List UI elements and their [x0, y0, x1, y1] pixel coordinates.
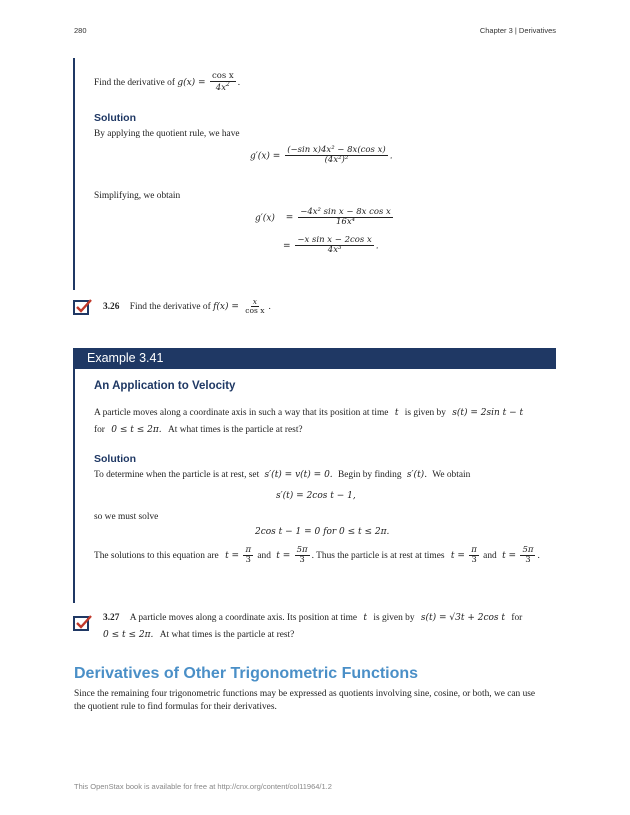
example-label: Example 3.41 [87, 351, 164, 365]
section-body: Since the remaining four trigonometric functions may be expressed as quotients involving sine, cosine, or both, we can use the quotient rule to find formulas for their derivatives. [74, 689, 536, 712]
derivative-equation: s′(t) = 2cos t − 1, [276, 491, 356, 501]
example-side-bar-2 [73, 369, 75, 603]
problem-line-2: for 0 ≤ t ≤ 2π. At what times is the particle at rest? [94, 425, 303, 435]
solution-line-1: To determine when the particle is at rest, set s′(t) = v(t) = 0. Begin by finding s′(t). We obtain [94, 470, 471, 480]
checkpoint-3-27-line1: 3.27 A particle moves along a coordinate axis. Its position at time t is given by s(t) = √3t + 2cos t for [103, 613, 523, 623]
footer-text: This OpenStax book is available for free at http://cnx.org/content/col11964/1.2 [74, 782, 332, 791]
checkpoint-icon-2 [73, 614, 93, 632]
simplify-text: Simplifying, we obtain [94, 191, 181, 201]
solution-heading: Solution [94, 112, 136, 124]
problem-line-1: A particle moves along a coordinate axis in such a way that its position at time t is given by s(t) = 2sin t − t [94, 408, 524, 418]
quotient-rule-equation: g′(x) = $\frac{\text{(−sin x)4x² − 8x(cos x)}}{\text{(4x²)²}}$ . [250, 145, 393, 166]
section-title: Derivatives of Other Trigonometric Functions [74, 665, 419, 682]
page-number: 280 [74, 26, 87, 35]
checkpoint-3-27-line2: 0 ≤ t ≤ 2π. At what times is the particle at rest? [103, 630, 295, 640]
simplified-equation-line2: = $\frac{\text{−x sin x − 2cos x}}{\text{4x³}}$ . [283, 235, 379, 256]
so-we-must-solve: so we must solve [94, 512, 159, 522]
solutions-line: The solutions to this equation are t = $\frac{\pi}{3}$ and t = $\frac{5\pi}{3}$ . Thus the particle is at rest at times t = $\frac{\pi}{3}$ and t = $\frac{5\pi}{3}$ . [94, 545, 540, 566]
solve-equation: 2cos t − 1 = 0 for 0 ≤ t ≤ 2π. [255, 527, 390, 537]
example-title: An Application to Velocity [94, 380, 236, 392]
example-solution-heading: Solution [94, 453, 136, 465]
prev-example-prompt: Find the derivative of g(x) = $\frac{\text{cos x}}{4x^2}$ . [94, 71, 241, 94]
solution-intro: By applying the quotient rule, we have [94, 129, 240, 139]
simplified-equation-line1: g′(x) = $\frac{\text{−4x² sin x − 8x cos x}}{\text{16x⁴}}$ [255, 207, 391, 228]
example-header-bar [73, 348, 556, 369]
chapter-header: Chapter 3 | Derivatives [479, 26, 556, 35]
checkpoint-icon [73, 298, 93, 316]
checkpoint-3-26: 3.26 Find the derivative of f(x) = $\frac{x}{\text{cos x}}$ . [103, 297, 271, 316]
example-side-bar [73, 58, 75, 290]
